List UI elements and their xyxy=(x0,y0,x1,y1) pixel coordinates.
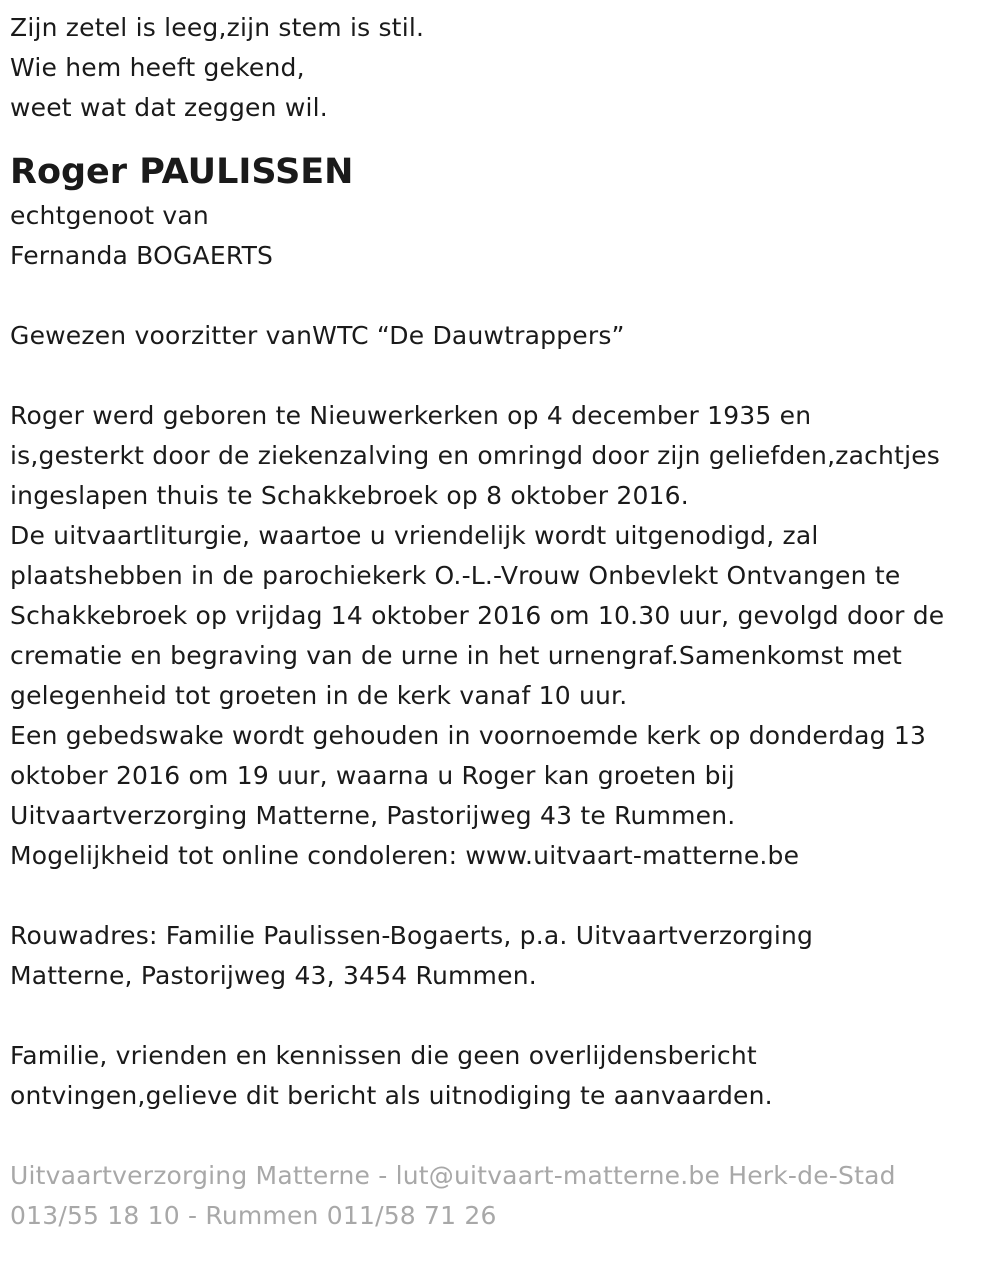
announcement-line: Mogelijkheid tot online condoleren: www.uitvaart-matterne.be xyxy=(10,841,800,870)
announcement-line: Roger werd geboren te Nieuwerkerken op 4 december 1935 en xyxy=(10,401,812,430)
relation-line: echtgenoot van xyxy=(10,201,209,230)
spacer xyxy=(10,128,990,150)
announcement-line: is,gesterkt door de ziekenzalving en omringd door zijn geliefden,zachtjes xyxy=(10,441,941,470)
announcement-line: Schakkebroek op vrijdag 14 oktober 2016 om 10.30 uur, gevolgd door de xyxy=(10,601,945,630)
invitation-line: Familie, vrienden en kennissen die geen overlijdensbericht xyxy=(10,1041,757,1070)
poem-section xyxy=(10,8,990,128)
deceased-section xyxy=(10,150,990,276)
relation-line: Fernanda BOGAERTS xyxy=(10,241,274,270)
spacer xyxy=(10,356,990,396)
announcement-line: Uitvaartverzorging Matterne, Pastorijweg 43 te Rummen. xyxy=(10,801,736,830)
announcement-line: oktober 2016 om 19 uur, waarna u Roger kan groeten bij xyxy=(10,761,735,790)
role-line: Gewezen voorzitter vanWTC “De Dauwtrappers” xyxy=(10,321,625,350)
spacer xyxy=(10,996,990,1036)
address-line: Rouwadres: Familie Paulissen-Bogaerts, p.a. Uitvaartverzorging xyxy=(10,921,814,950)
announcement-line: ingeslapen thuis te Schakkebroek op 8 oktober 2016. xyxy=(10,481,689,510)
poem-line: Zijn zetel is leeg,zijn stem is stil. xyxy=(10,13,425,42)
announcement-line: gelegenheid tot groeten in de kerk vanaf 10 uur. xyxy=(10,681,628,710)
announcement-section xyxy=(10,396,990,876)
poem-line: Wie hem heeft gekend, xyxy=(10,53,305,82)
address-section xyxy=(10,916,990,996)
address-line: Matterne, Pastorijweg 43, 3454 Rummen. xyxy=(10,961,537,990)
role-section xyxy=(10,316,990,356)
invitation-section xyxy=(10,1036,990,1116)
footer-line: 013/55 18 10 - Rummen 011/58 71 26 xyxy=(10,1201,497,1230)
announcement-line: De uitvaartliturgie, waartoe u vriendelijk wordt uitgenodigd, zal xyxy=(10,521,819,550)
poem-line: weet wat dat zeggen wil. xyxy=(10,93,328,122)
spacer xyxy=(10,276,990,316)
invitation-line: ontvingen,gelieve dit bericht als uitnodiging te aanvaarden. xyxy=(10,1081,773,1110)
announcement-line: Een gebedswake wordt gehouden in voornoemde kerk op donderdag 13 xyxy=(10,721,927,750)
spacer xyxy=(10,876,990,916)
deceased-name: Roger PAULISSEN xyxy=(10,152,354,192)
announcement-line: crematie en begraving van de urne in het urnengraf.Samenkomst met xyxy=(10,641,903,670)
announcement-line: plaatshebben in de parochiekerk O.-L.-Vrouw Onbevlekt Ontvangen te xyxy=(10,561,901,590)
footer-line: Uitvaartverzorging Matterne - lut@uitvaart-matterne.be Herk-de-Stad xyxy=(10,1161,896,1190)
footer-section xyxy=(10,1156,990,1236)
spacer xyxy=(10,1116,990,1156)
